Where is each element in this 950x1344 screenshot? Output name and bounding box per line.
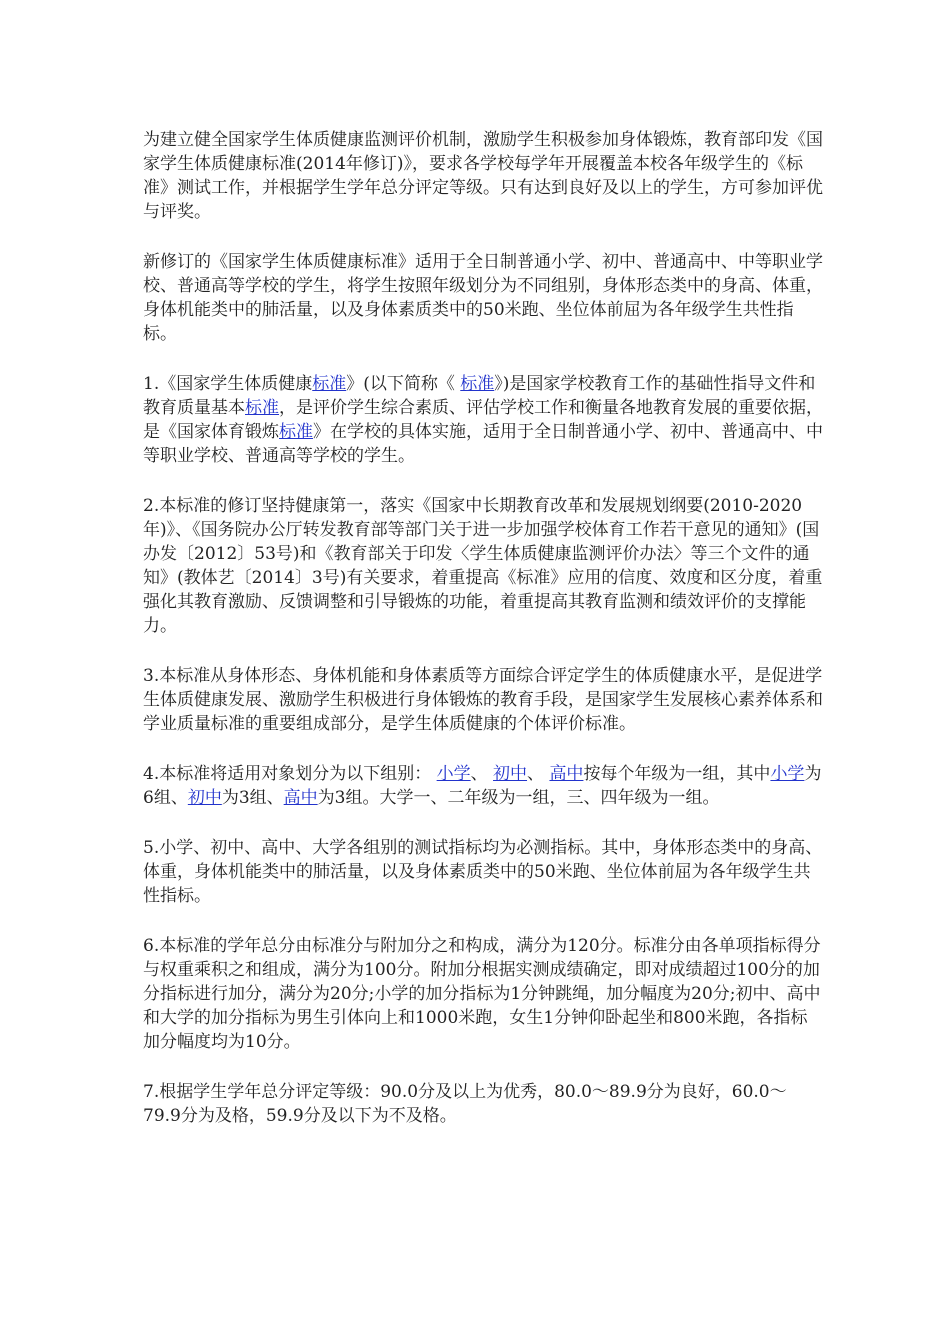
term-link[interactable]: 小学	[436, 764, 471, 784]
paragraph-text: 3.本标准从身体形态、身体机能和身体素质等方面综合评定学生的体质健康水平，是促进学生体质健康发展、激励学生积极进行身体锻炼的教育手段，是国家学生发展核心素养体系和学业质量标准的重要组成部分，是学生体质健康的个体评价标准。	[143, 666, 823, 734]
term-link[interactable]: 标准	[279, 422, 313, 442]
paragraph-4	[143, 494, 823, 638]
paragraph-text: 为建立健全国家学生体质健康监测评价机制，激励学生积极参加身体锻炼，教育部印发《国家学生体质健康标准(2014年修订)》，要求各学校每学年开展覆盖本校各年级学生的《标准》测试工作，并根据学生学年总分评定等级。只有达到良好及以上的学生，方可参加评优与评奖。	[143, 130, 823, 222]
document-body	[143, 128, 823, 1154]
paragraph-text: 为3组、	[221, 788, 284, 808]
paragraph-7	[143, 836, 823, 908]
paragraph-2	[143, 250, 823, 346]
paragraph-text: 为6组、	[143, 764, 822, 808]
paragraph-text: 7.根据学生学年总分评定等级：90.0分及以上为优秀，80.0～89.9分为良好，60.0～79.9分为及格，59.9分及以下为不及格。	[143, 1082, 787, 1126]
paragraph-8	[143, 934, 823, 1054]
paragraph-1	[143, 128, 823, 224]
paragraph-text: 2.本标准的修订坚持健康第一，落实《国家中长期教育改革和发展规划纲要(2010-2020年)》、《国务院办公厅转发教育部等部门关于进一步加强学校体育工作若干意见的通知》(国办发〔2012〕53号)和《教育部关于印发〈学生体质健康监测评价办法〉等三个文件的通知》(教体艺〔2014〕3号)有关要求，着重提高《标准》应用的信度、效度和区分度，着重强化其教育激励、反馈调整和引导锻炼的功能，着重提高其教育监测和绩效评价的支撑能力。	[143, 496, 823, 636]
term-link[interactable]: 标准	[245, 398, 279, 418]
paragraph-text: 、	[470, 764, 494, 784]
term-link[interactable]: 标准	[312, 374, 347, 394]
term-link[interactable]: 初中	[493, 764, 528, 784]
paragraph-text: 》(以下简称《	[346, 374, 461, 394]
paragraph-text: 6.本标准的学年总分由标准分与附加分之和构成，满分为120分。标准分由各单项指标得分与权重乘积之和组成，满分为100分。附加分根据实测成绩确定，即对成绩超过100分的加分指标进行加分，满分为20分;小学的加分指标为1分钟跳绳，加分幅度为20分;初中、高中和大学的加分指标为男生引体向上和1000米跑，女生1分钟仰卧起坐和800米跑，各指标加分幅度均为10分。	[143, 936, 821, 1052]
term-link[interactable]: 初中	[187, 788, 222, 808]
paragraph-text: 、	[527, 764, 550, 784]
paragraph-5	[143, 664, 823, 736]
paragraph-9	[143, 1080, 823, 1128]
paragraph-text: 为3组。大学一、二年级为一组，三、四年级为一组。	[317, 788, 720, 808]
paragraph-text: 》在学校的具体实施，适用于全日制普通小学、初中、普通高中、中等职业学校、普通高等学校的学生。	[143, 422, 823, 466]
paragraph-text: ，是评价学生综合素质、评估学校工作和衡量各地教育发展的重要依据，是《国家体育锻炼	[143, 398, 823, 442]
term-link[interactable]: 标准	[460, 374, 495, 394]
term-link[interactable]: 高中	[283, 788, 318, 808]
paragraph-text: 4.本标准将适用对象划分为以下组别：	[143, 764, 437, 784]
paragraph-text: 按每个年级为一组，其中	[583, 764, 771, 784]
paragraph-3	[143, 372, 823, 468]
paragraph-text: 5.小学、初中、高中、大学各组别的测试指标均为必测指标。其中，身体形态类中的身高、体重，身体机能类中的肺活量，以及身体素质类中的50米跑、坐位体前屈为各年级学生共性指标。	[143, 838, 823, 906]
paragraph-text: 》)是国家学校教育工作的基础性指导文件和教育质量基本	[143, 374, 816, 418]
term-link[interactable]: 小学	[770, 764, 805, 784]
paragraph-text: 1.《国家学生体质健康	[143, 374, 313, 394]
paragraph-text: 新修订的《国家学生体质健康标准》适用于全日制普通小学、初中、普通高中、中等职业学校、普通高等学校的学生，将学生按照年级划分为不同组别，身体形态类中的身高、体重，身体机能类中的肺活量，以及身体素质类中的50米跑、坐位体前屈为各年级学生共性指标。	[143, 252, 823, 344]
term-link[interactable]: 高中	[549, 764, 584, 784]
paragraph-6	[143, 762, 823, 810]
